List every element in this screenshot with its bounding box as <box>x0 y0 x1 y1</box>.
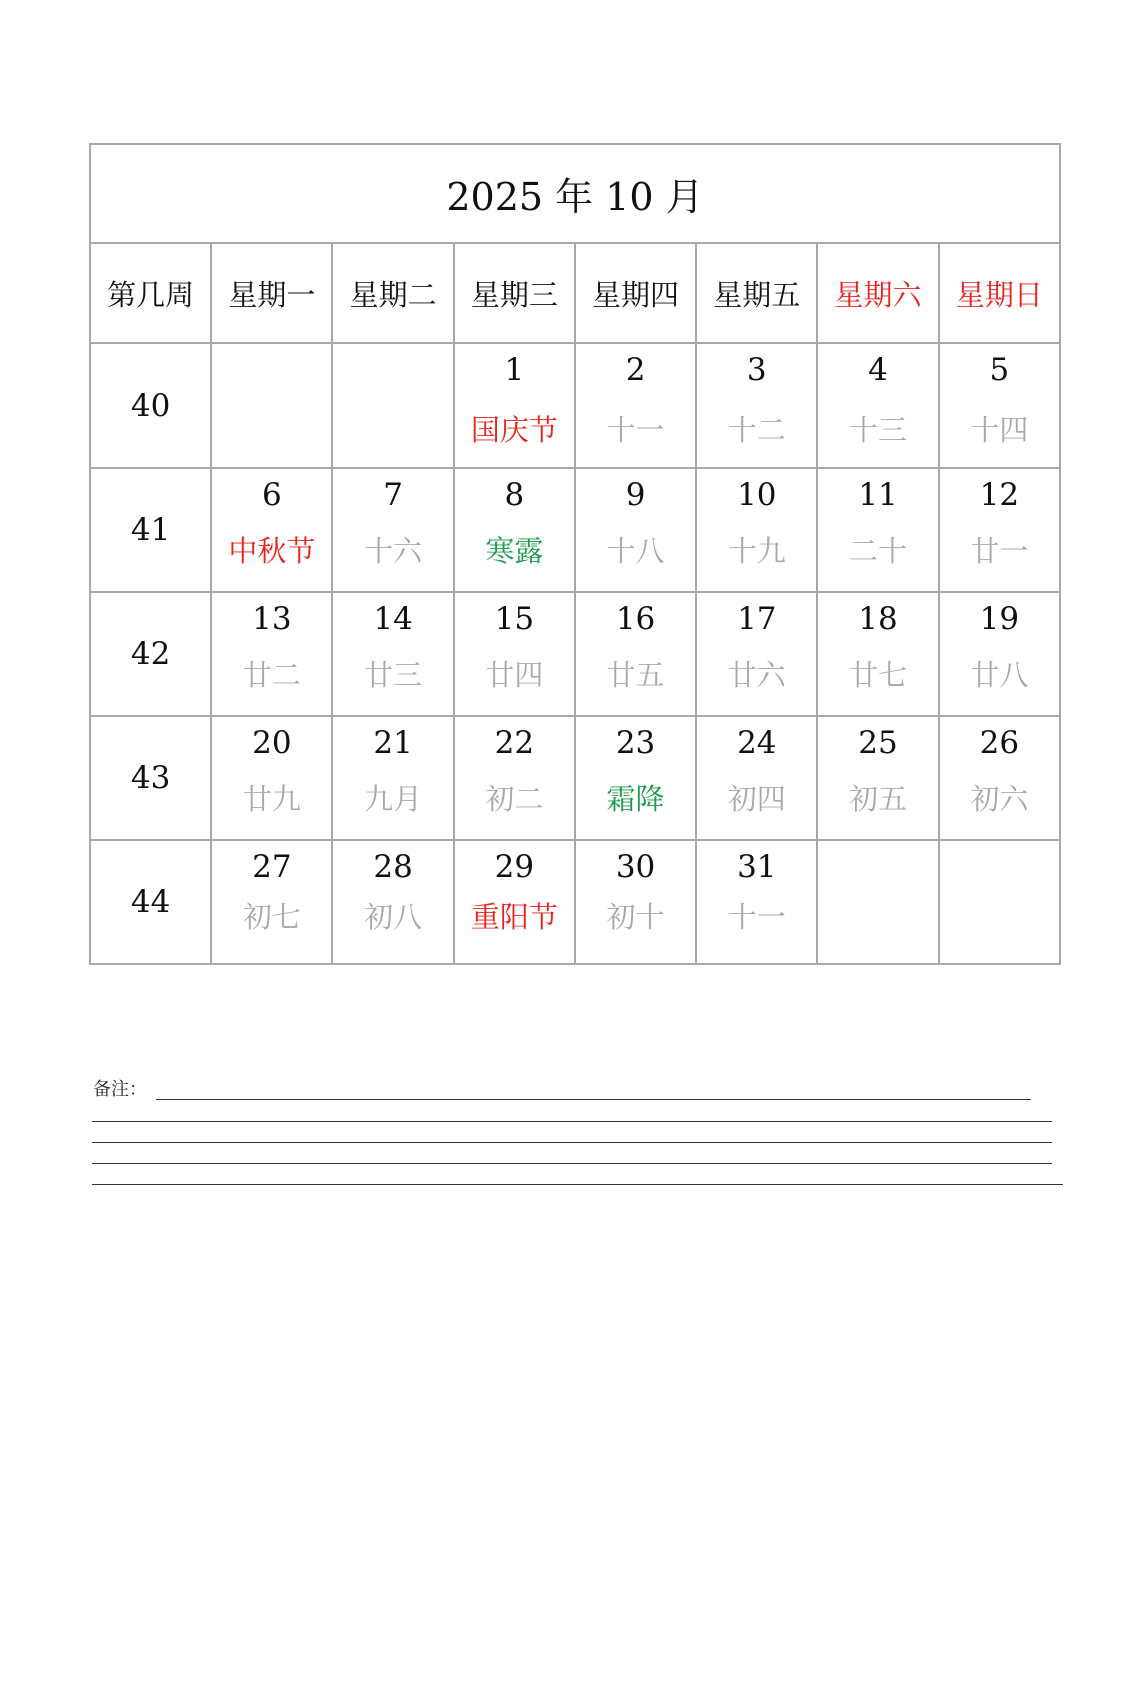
day-cell-empty <box>939 840 1060 964</box>
week-number: 41 <box>90 468 211 592</box>
day-lunar: 廿四 <box>485 658 544 692</box>
header-saturday: 星期六 <box>817 243 938 343</box>
notes-line <box>92 1184 1063 1185</box>
day-cell <box>454 716 575 840</box>
day-cell <box>332 468 453 592</box>
day-lunar: 十一 <box>606 413 665 447</box>
day-cell <box>454 468 575 592</box>
day-lunar: 二十 <box>849 534 908 568</box>
day-cell-empty <box>211 343 332 468</box>
day-number: 10 <box>737 477 777 513</box>
day-lunar: 初四 <box>727 782 786 816</box>
week-number: 42 <box>90 592 211 716</box>
week-row <box>90 343 1060 468</box>
day-number: 30 <box>615 849 656 885</box>
day-number: 14 <box>373 601 413 637</box>
day-cell-empty <box>817 840 938 964</box>
header-friday: 星期五 <box>696 243 817 343</box>
day-lunar: 廿九 <box>242 782 301 816</box>
day-lunar: 十二 <box>727 413 786 447</box>
day-cell <box>211 716 332 840</box>
calendar-title: 2025 年 10 月 <box>90 144 1060 243</box>
header-thursday: 星期四 <box>575 243 696 343</box>
day-number: 27 <box>252 849 292 885</box>
day-number: 13 <box>252 601 292 637</box>
day-cell <box>332 716 453 840</box>
day-number: 11 <box>858 477 898 513</box>
day-cell <box>211 592 332 716</box>
day-cell <box>575 468 696 592</box>
solar-term-label: 寒露 <box>485 534 544 568</box>
day-cell <box>696 716 817 840</box>
week-row <box>90 468 1060 592</box>
notes-line <box>92 1142 1052 1143</box>
day-lunar: 初十 <box>606 900 665 934</box>
day-lunar: 廿一 <box>970 534 1029 568</box>
day-number: 17 <box>737 601 777 637</box>
header-sunday: 星期日 <box>939 243 1060 343</box>
day-number: 22 <box>494 725 535 761</box>
day-lunar: 十三 <box>849 413 908 447</box>
day-lunar: 十八 <box>606 534 665 568</box>
day-cell <box>817 592 938 716</box>
day-lunar: 廿三 <box>364 658 423 692</box>
week-row <box>90 716 1060 840</box>
day-lunar: 十一 <box>727 900 786 934</box>
day-cell <box>454 343 575 468</box>
day-cell <box>332 592 453 716</box>
day-lunar: 初二 <box>485 782 544 816</box>
day-cell <box>454 592 575 716</box>
day-number: 15 <box>494 601 535 637</box>
day-lunar: 九月 <box>364 782 423 816</box>
day-number: 16 <box>615 601 656 637</box>
day-number: 6 <box>261 477 282 513</box>
day-cell <box>696 468 817 592</box>
day-cell <box>211 468 332 592</box>
calendar-table <box>89 143 1061 965</box>
week-number: 43 <box>90 716 211 840</box>
day-number: 9 <box>625 477 646 513</box>
day-number: 28 <box>373 849 413 885</box>
day-cell <box>939 716 1060 840</box>
day-lunar: 初七 <box>242 900 301 934</box>
day-cell <box>575 592 696 716</box>
day-cell <box>817 468 938 592</box>
day-cell <box>575 343 696 468</box>
day-number: 19 <box>979 601 1020 637</box>
week-number: 40 <box>90 343 211 468</box>
day-number: 29 <box>494 849 535 885</box>
day-number: 24 <box>737 725 777 761</box>
day-lunar: 初五 <box>849 782 908 816</box>
day-cell <box>696 592 817 716</box>
day-cell <box>939 468 1060 592</box>
day-number: 2 <box>625 352 646 388</box>
day-lunar: 廿五 <box>606 658 665 692</box>
day-cell <box>939 343 1060 468</box>
notes-label: 备注： <box>93 1079 147 1100</box>
day-number: 8 <box>504 477 525 513</box>
day-number: 3 <box>746 352 767 388</box>
day-lunar: 十四 <box>970 413 1029 447</box>
day-cell <box>454 840 575 964</box>
day-lunar: 廿六 <box>727 658 786 692</box>
week-row <box>90 840 1060 964</box>
day-number: 1 <box>504 352 525 388</box>
day-lunar: 十六 <box>364 534 423 568</box>
day-number: 4 <box>868 352 888 388</box>
header-tuesday: 星期二 <box>332 243 453 343</box>
day-lunar: 初八 <box>364 900 423 934</box>
day-lunar: 初六 <box>970 782 1029 816</box>
day-cell <box>575 716 696 840</box>
week-row <box>90 592 1060 716</box>
holiday-label: 中秋节 <box>228 534 316 568</box>
day-cell <box>817 343 938 468</box>
header-monday: 星期一 <box>211 243 332 343</box>
notes-line <box>92 1121 1052 1122</box>
day-number: 23 <box>615 725 656 761</box>
solar-term-label: 霜降 <box>606 782 665 816</box>
header-wednesday: 星期三 <box>454 243 575 343</box>
day-lunar: 十九 <box>727 534 786 568</box>
day-number: 25 <box>858 725 898 761</box>
week-number: 44 <box>90 840 211 964</box>
day-cell <box>817 716 938 840</box>
holiday-label: 重阳节 <box>470 900 558 934</box>
notes-line <box>92 1163 1052 1164</box>
day-number: 21 <box>373 725 413 761</box>
day-cell <box>696 840 817 964</box>
header-week: 第几周 <box>90 243 211 343</box>
notes-line <box>156 1099 1031 1100</box>
holiday-label: 国庆节 <box>470 413 558 447</box>
day-number: 20 <box>252 725 292 761</box>
day-lunar: 廿七 <box>849 658 908 692</box>
day-cell <box>939 592 1060 716</box>
day-cell <box>211 840 332 964</box>
day-number: 5 <box>989 352 1010 388</box>
day-number: 7 <box>383 477 403 513</box>
day-number: 26 <box>979 725 1020 761</box>
day-cell-empty <box>332 343 453 468</box>
day-number: 12 <box>979 477 1020 513</box>
day-number: 31 <box>737 849 777 885</box>
day-cell <box>332 840 453 964</box>
day-lunar: 廿二 <box>242 658 301 692</box>
day-number: 18 <box>858 601 898 637</box>
day-cell <box>696 343 817 468</box>
day-cell <box>575 840 696 964</box>
day-lunar: 廿八 <box>970 658 1029 692</box>
